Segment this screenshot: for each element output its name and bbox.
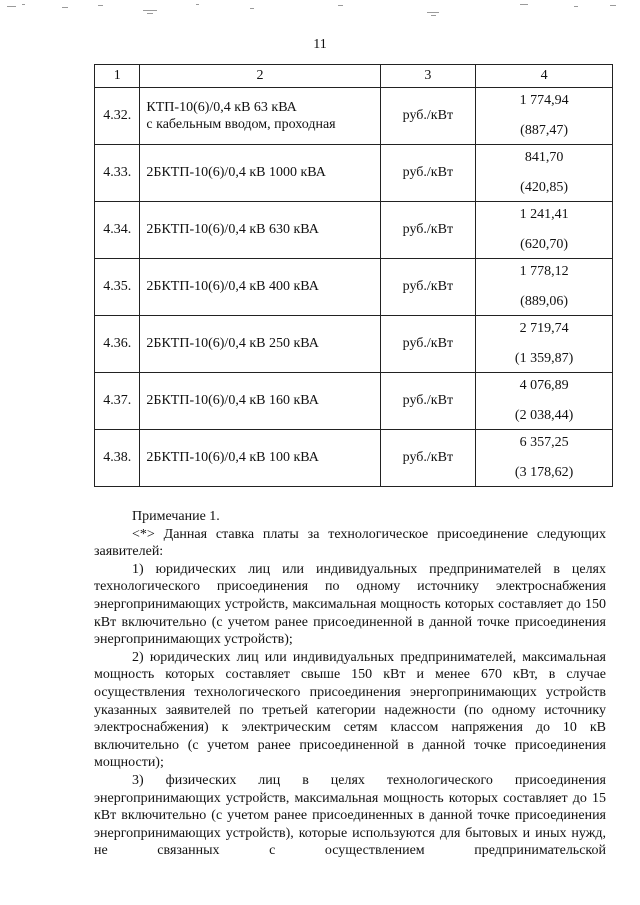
table-row bbox=[95, 145, 613, 202]
row-values bbox=[476, 145, 613, 202]
table-row bbox=[95, 202, 613, 259]
row-values bbox=[476, 259, 613, 316]
page-number: 11 bbox=[313, 37, 327, 52]
row-number: 4.35. bbox=[95, 259, 140, 316]
header-cell-1: 1 bbox=[95, 65, 140, 88]
row-description: 2БКТП-10(6)/0,4 кВ 400 кВА bbox=[140, 259, 380, 316]
row-description: 2БКТП-10(6)/0,4 кВ 100 кВА bbox=[140, 430, 380, 487]
row-values bbox=[476, 202, 613, 259]
row-description: 2БКТП-10(6)/0,4 кВ 250 кВА bbox=[140, 316, 380, 373]
rate-value-alt: (420,85) bbox=[520, 180, 568, 195]
header-cell-4: 4 bbox=[476, 65, 613, 88]
row-number: 4.37. bbox=[95, 373, 140, 430]
row-unit: руб./кВт bbox=[380, 316, 476, 373]
row-number: 4.36. bbox=[95, 316, 140, 373]
note-item-1: 1) юридических лиц или индивидуальных предпринимателей в целях технологического присоединения по одному источнику электроснабжения энергопринимающих устройств, максимальная мощность которых составляет до 150 кВт включительно (с учетом ранее присоединенной в данной точке присоединения энергопринимающих устройств); bbox=[94, 561, 606, 648]
row-unit: руб./кВт bbox=[380, 88, 476, 145]
row-description: 2БКТП-10(6)/0,4 кВ 630 кВА bbox=[140, 202, 380, 259]
row-values bbox=[476, 88, 613, 145]
row-number: 4.32. bbox=[95, 88, 140, 145]
row-values bbox=[476, 373, 613, 430]
table-header-row bbox=[95, 65, 613, 88]
row-number: 4.34. bbox=[95, 202, 140, 259]
rate-value-alt: (2 038,44) bbox=[514, 408, 574, 423]
rate-value-alt: (1 359,87) bbox=[514, 351, 574, 366]
row-unit: руб./кВт bbox=[380, 145, 476, 202]
note-title: Примечание 1. bbox=[132, 509, 220, 524]
row-number: 4.38. bbox=[95, 430, 140, 487]
row-unit: руб./кВт bbox=[380, 373, 476, 430]
rate-value: 1 774,94 bbox=[519, 93, 569, 108]
note-item-3: 3) физических лиц в целях технологического присоединения энергопринимающих устройств, максимальная мощность которых составляет до 15 кВт включительно (с учетом ранее присоединенных в данной точке присоединения энергопринимающих устройств), которые используются для бытовых и иных нужд, не связанных с осуществлением предпринимательской bbox=[94, 772, 606, 859]
rate-value: 841,70 bbox=[524, 150, 564, 165]
row-unit: руб./кВт bbox=[380, 259, 476, 316]
rate-value-alt: (3 178,62) bbox=[514, 465, 574, 480]
notes-section bbox=[94, 508, 606, 860]
rate-value-alt: (889,06) bbox=[520, 294, 568, 309]
row-values bbox=[476, 316, 613, 373]
row-values bbox=[476, 430, 613, 487]
tariff-table bbox=[94, 64, 613, 487]
rate-value: 1 778,12 bbox=[519, 264, 569, 279]
row-description: 2БКТП-10(6)/0,4 кВ 160 кВА bbox=[140, 373, 380, 430]
row-description bbox=[140, 88, 380, 145]
header-cell-2: 2 bbox=[140, 65, 380, 88]
rate-value: 6 357,25 bbox=[519, 435, 569, 450]
note-intro-continued: заявителей: bbox=[94, 544, 164, 560]
rate-value-alt: (620,70) bbox=[520, 237, 568, 252]
rate-value: 2 719,74 bbox=[519, 321, 569, 336]
table-row bbox=[95, 430, 613, 487]
row-unit: руб./кВт bbox=[380, 202, 476, 259]
table-row bbox=[95, 259, 613, 316]
rate-value-alt: (887,47) bbox=[520, 123, 568, 138]
rate-value: 1 241,41 bbox=[519, 207, 569, 222]
note-item-2: 2) юридических лиц или индивидуальных предпринимателей, максимальная мощность которых составляет свыше 150 кВт и менее 670 кВт, в случае осуществления технологического присоединения энергопринимающих устройств указанных заявителей по третьей категории надежности (по одному источнику электроснабжения) к электрическим сетям классом напряжения до 10 кВ включительно (с учетом ранее присоединенной в данной точке присоединения мощности); bbox=[94, 649, 606, 771]
row-description: 2БКТП-10(6)/0,4 кВ 1000 кВА bbox=[140, 145, 380, 202]
description-line: КТП-10(6)/0,4 кВ 63 кВА bbox=[146, 100, 297, 115]
row-unit: руб./кВт bbox=[380, 430, 476, 487]
row-number: 4.33. bbox=[95, 145, 140, 202]
table-row bbox=[95, 316, 613, 373]
header-cell-3: 3 bbox=[380, 65, 476, 88]
scan-artifacts bbox=[0, 0, 640, 20]
note-intro: <*> Данная ставка платы за технологическое присоединение следующих bbox=[132, 526, 606, 542]
table-row bbox=[95, 88, 613, 145]
table-row bbox=[95, 373, 613, 430]
rate-value: 4 076,89 bbox=[519, 378, 569, 393]
description-line: с кабельным вводом, проходная bbox=[146, 117, 336, 132]
